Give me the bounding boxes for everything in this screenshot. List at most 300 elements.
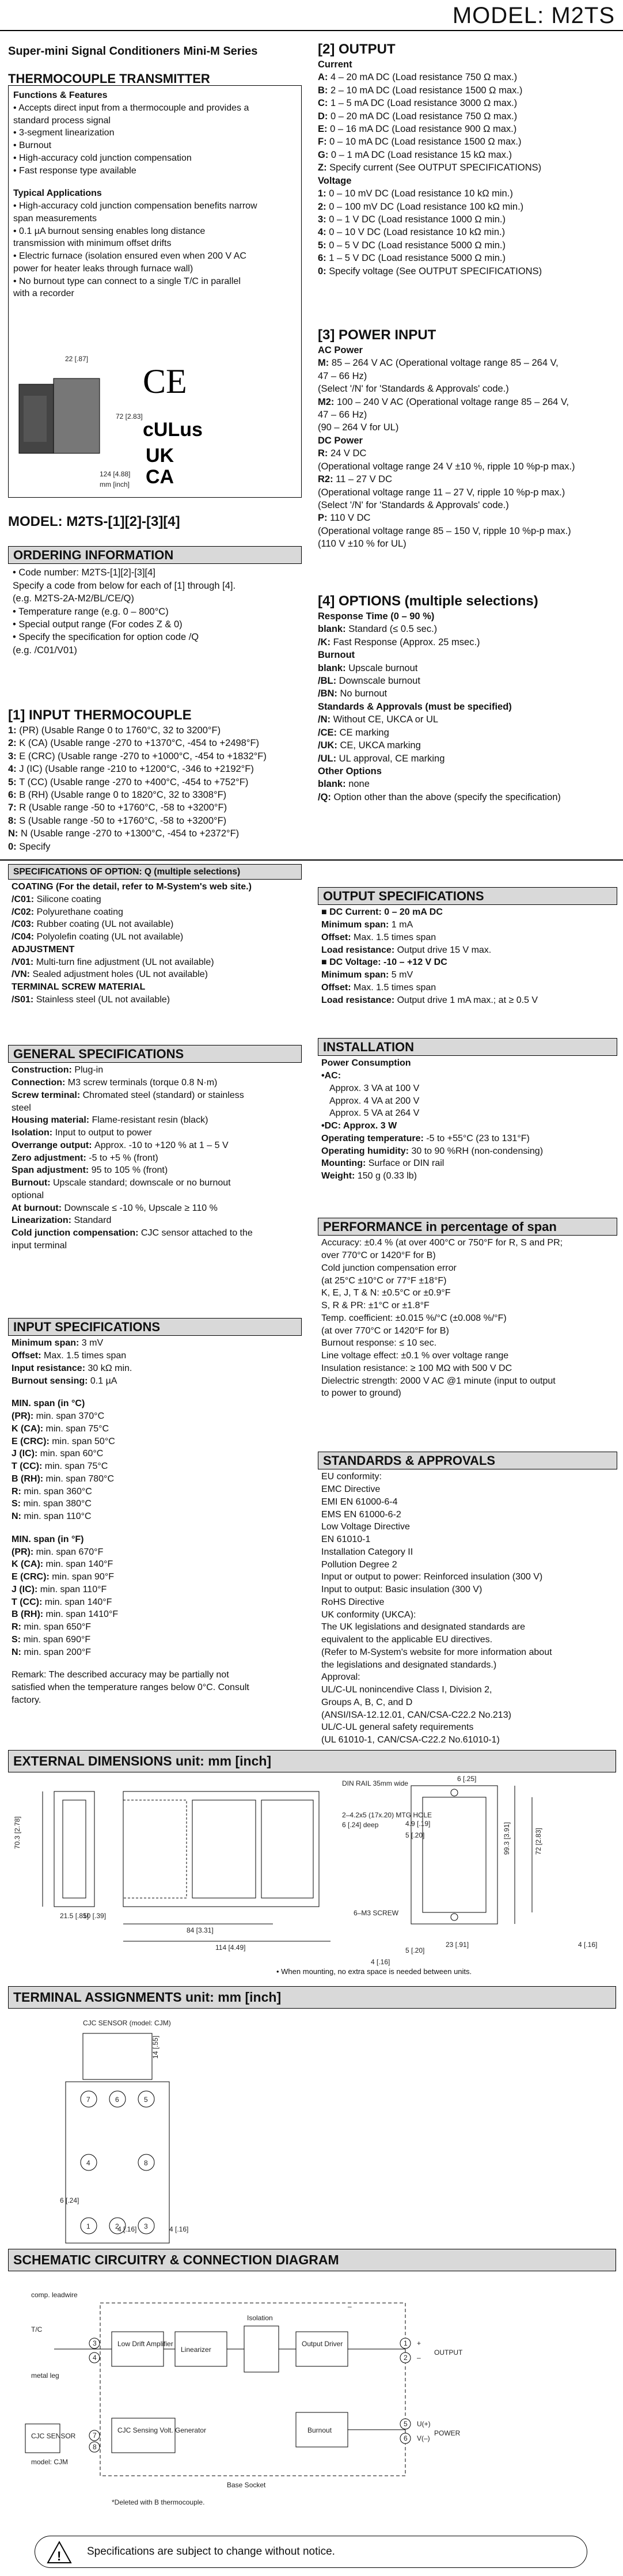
input-tc-item: 0: Specify: [8, 841, 51, 852]
ac-consumption-item: Approx. 5 VA at 264 V: [329, 1108, 420, 1119]
terminal-8: [138, 2154, 154, 2170]
terminal-4: [81, 2154, 97, 2170]
input-tc-item: 3: E (CRC) (Usable range -270 to +1000°C, -454 to +1832°F): [8, 751, 267, 762]
input-tc-item: N: N (Usable range -270 to +1300°C, -454 to +2372°F): [8, 828, 240, 839]
input-spec-item: Burnout sensing: 0.1 µA: [12, 1376, 117, 1386]
term-list: [12, 994, 298, 1006]
standards-line: Installation Category II: [321, 1547, 413, 1557]
feature-item: • 3-segment linearization: [13, 128, 115, 138]
svg-text:3: 3: [144, 2222, 148, 2230]
response-list: [318, 623, 617, 649]
dimension-label: 70.3 [2.78]: [13, 1816, 21, 1849]
voltage-title: Voltage: [318, 175, 352, 186]
standards-line: UK conformity (UKCA):: [321, 1609, 416, 1620]
std-list: [318, 713, 617, 765]
svg-text:8: 8: [144, 2159, 148, 2167]
input-tc-list: [8, 724, 307, 853]
schematic-label: Isolation: [247, 2314, 273, 2322]
standards-line: RoHS Directive: [321, 1597, 385, 1607]
cjc-label: CJC SENSOR (model: CJM): [83, 2019, 171, 2027]
output-spec-section: [318, 887, 617, 1007]
schematic-section: [8, 2249, 616, 2271]
options-title: [4] OPTIONS (multiple selections): [318, 593, 538, 609]
performance-list: [318, 1236, 617, 1401]
terminal-circles: [81, 2091, 154, 2234]
general-item: steel: [12, 1103, 31, 1113]
standards-line: EU conformity:: [321, 1472, 382, 1482]
dimension-label: 5 [.20]: [405, 1946, 425, 1954]
svg-text:2: 2: [404, 2354, 408, 2362]
dc-item: (Operational voltage range 11 – 27 V, ripple 10 %p-p max.): [318, 487, 565, 498]
product-photo: [13, 350, 301, 494]
general-title: GENERAL SPECIFICATIONS: [8, 1045, 302, 1063]
power-title: [3] POWER INPUT: [318, 327, 436, 343]
ac-item: 47 – 66 Hz): [318, 409, 367, 420]
performance-line: (at 25°C ±10°C or 77°F ±18°F): [321, 1275, 447, 1286]
performance-line: Dielectric strength: 2000 V AC @1 minute (input to output: [321, 1376, 556, 1386]
term-dim-1: 14 [.55]: [151, 2035, 159, 2059]
general-item: input terminal: [12, 1240, 67, 1251]
model-code: MODEL: M2TS-[1][2]-[3][4]: [8, 514, 180, 529]
top-rule: [0, 30, 623, 31]
schematic-sign-dash: –: [348, 2302, 352, 2310]
dimension-label: 6 [.24] deep: [342, 1821, 379, 1829]
uk-mark: UK: [146, 445, 174, 467]
minc-item: T (CC): min. span 75°C: [12, 1461, 108, 1472]
installation-item: Operating humidity: 30 to 90 %RH (non-condensing): [321, 1146, 544, 1156]
ac-consumption-item: Approx. 4 VA at 200 V: [329, 1096, 420, 1106]
dimensions-title: EXTERNAL DIMENSIONS unit: mm [inch]: [8, 1750, 616, 1772]
terminal-1: [81, 2218, 97, 2234]
performance-title: PERFORMANCE in percentage of span: [318, 1218, 617, 1236]
front-view-left: [123, 1800, 187, 1898]
adj-list: [12, 956, 298, 982]
dc-item: R2: 11 – 27 V DC: [318, 474, 393, 485]
remark: [12, 1669, 298, 1706]
voltage-item: 0: Specify voltage (See OUTPUT SPECIFICATIONS): [318, 266, 542, 276]
app-item: power for heater leaks through furnace wall): [13, 263, 193, 274]
schematic-label: Burnout: [307, 2426, 332, 2434]
minc-item: N: min. span 110°C: [12, 1511, 92, 1522]
voltage-item: 1: 0 – 10 mV DC (Load resistance 10 kΩ min.): [318, 188, 513, 199]
spec-opt-section: [8, 864, 302, 1007]
general-item: Isolation: Input to output to power: [12, 1128, 152, 1138]
app-item: transmission with minimum offset drifts: [13, 238, 172, 249]
minf-item: R: min. span 650°F: [12, 1622, 92, 1632]
current-item: E: 0 – 16 mA DC (Load resistance 900 Ω max.): [318, 123, 517, 134]
features-title: Functions & Features: [13, 90, 108, 100]
dimension-label: 5 [.20]: [405, 1831, 425, 1839]
ac-consumption: •AC:: [321, 1071, 341, 1081]
dimension-label: 21.5 [.85]: [60, 1912, 89, 1920]
dimension-label: 4.9 [.19]: [405, 1820, 431, 1828]
general-list: [8, 1063, 302, 1253]
dc-item: P: 110 V DC: [318, 513, 371, 524]
input-tc-item: 1: (PR) (Usable Range 0 to 1760°C, 32 to 3200°F): [8, 725, 221, 736]
output-spec-item: Load resistance: Output drive 1 mA max.; at ≥ 0.5 V: [321, 995, 538, 1005]
dimension-label: 6 [.25]: [457, 1775, 477, 1783]
term-title: TERMINAL SCREW MATERIAL: [12, 982, 146, 992]
response-item: /K: Fast Response (Approx. 25 msec.): [318, 637, 480, 647]
general-item: Connection: M3 screw terminals (torque 0.8 N·m): [12, 1078, 218, 1088]
ordering-line: (e.g. /C01/V01): [13, 645, 77, 656]
coating-list: [12, 893, 298, 944]
svg-text:5: 5: [144, 2096, 148, 2104]
socket-view: [411, 1786, 497, 1924]
term-dim-3: 4 [.16]: [117, 2225, 137, 2233]
performance-line: over 770°C or 1420°F for B): [321, 1251, 436, 1261]
pc-title: Power Consumption: [321, 1058, 411, 1069]
svg-text:4: 4: [86, 2159, 90, 2167]
other-item: /Q: Option other than the above (specify the specification): [318, 791, 561, 802]
schematic-sign-minus: –: [417, 2354, 421, 2362]
ca-mark: CA: [146, 466, 174, 488]
dim-height: 72 [2.83]: [116, 412, 143, 421]
voltage-item: 2: 0 – 100 mV DC (Load resistance 100 kΩ min.): [318, 201, 524, 212]
input-tc-item: 7: R (Usable range -50 to +1760°C, -58 to +3200°F): [8, 802, 227, 813]
dc-consumption: •DC: Approx. 3 W: [321, 1121, 397, 1131]
current-item: A: 4 – 20 mA DC (Load resistance 750 Ω max.): [318, 72, 518, 83]
installation-item: Mounting: Surface or DIN rail: [321, 1158, 445, 1169]
ac-title: AC Power: [318, 344, 363, 355]
model-title: MODEL: M2TS: [452, 3, 615, 28]
footer-text: Specifications are subject to change without notice.: [87, 2545, 335, 2558]
standards-line: The UK legislations and designated standards are: [321, 1622, 525, 1632]
standards-line: Low Voltage Directive: [321, 1522, 410, 1532]
schematic-label: metal leg: [31, 2372, 59, 2380]
dim-unit: mm [inch]: [100, 480, 130, 488]
app-item: with a recorder: [13, 289, 74, 299]
input-tc-item: 2: K (CA) (Usable range -270 to +1370°C, -454 to +2498°F): [8, 738, 260, 749]
dc-item: (110 V ±10 % for UL): [318, 539, 407, 550]
dimension-label: 4 [.16]: [371, 1958, 390, 1966]
burnout-list: [318, 662, 617, 700]
standards-line: (ANSI/ISA-12.12.01, CAN/CSA-C22.2 No.213): [321, 1710, 511, 1720]
schematic-label: Low Drift Amplifier: [117, 2340, 173, 2348]
minc-item: B (RH): min. span 780°C: [12, 1473, 115, 1484]
dc-list: [318, 447, 617, 551]
svg-text:7: 7: [93, 2431, 97, 2439]
dc-voltage-line: ■ DC Voltage: -10 – +12 V DC: [321, 957, 447, 968]
output-section: [318, 41, 617, 278]
general-item: Housing material: Flame-resistant resin (black): [12, 1115, 208, 1126]
schematic-label: Linearizer: [181, 2346, 211, 2354]
standards-line: EMC Directive: [321, 1484, 381, 1495]
other-item: blank: none: [318, 779, 370, 790]
feature-item: • Burnout: [13, 141, 52, 150]
installation-list: [321, 1132, 614, 1183]
spec-opt-title: SPECIFICATIONS OF OPTION: Q (multiple selections): [8, 864, 302, 880]
voltage-list: [318, 187, 617, 278]
front-view-mid: [192, 1800, 256, 1898]
schematic-label: CJC Sensing Volt. Generator: [117, 2426, 207, 2434]
apps-list: [13, 200, 297, 300]
apps-title: Typical Applications: [13, 188, 102, 199]
terminals-drawing: [8, 2013, 616, 2255]
svg-text:1: 1: [404, 2339, 408, 2347]
svg-text:6: 6: [404, 2434, 408, 2442]
ordering-line: Specify a code from below for each of [1] through [4].: [13, 580, 236, 591]
schematic-terminal-7: [89, 2430, 100, 2441]
other-title: Other Options: [318, 766, 382, 777]
feature-item: standard process signal: [13, 115, 111, 126]
general-section: [8, 1045, 302, 1253]
minf-list: [12, 1546, 298, 1659]
socket-inner: [423, 1797, 486, 1912]
minf-item: E (CRC): min. span 90°F: [12, 1572, 114, 1582]
schematic-terminal-8: [89, 2442, 100, 2452]
dimension-labels: [13, 1775, 597, 1966]
minf-item: S: min. span 690°F: [12, 1634, 91, 1645]
term-dim-2: 6 [.24]: [60, 2196, 79, 2204]
svg-text:2: 2: [115, 2222, 119, 2230]
ordering-list: [8, 564, 302, 659]
dimension-label: DIN RAIL 35mm wide: [342, 1779, 408, 1787]
voltage-item: 5: 0 – 5 V DC (Load resistance 5000 Ω min.): [318, 240, 506, 251]
voltage-item: 3: 0 – 1 V DC (Load resistance 1000 Ω min.): [318, 214, 506, 225]
side-view-inner: [63, 1800, 86, 1898]
dimension-label: 4 [.16]: [578, 1941, 598, 1949]
output-spec-item: Minimum span: 1 mA: [321, 920, 413, 930]
minf-item: T (CC): min. span 140°F: [12, 1597, 112, 1607]
adj-item: /V01: Multi-turn fine adjustment (UL not available): [12, 957, 214, 967]
minf-item: J (IC): min. span 110°F: [12, 1584, 107, 1594]
side-view: [54, 1791, 94, 1907]
output-spec-list-1: [321, 919, 614, 956]
app-item: • High-accuracy cold junction compensation benefits narrow: [13, 201, 257, 211]
general-item: Cold junction compensation: CJC sensor attached to the: [12, 1228, 253, 1238]
standards-line: (UL 61010-1, CAN/CSA-C22.2 No.61010-1): [321, 1735, 500, 1745]
dimension-label: 99.3 [3.91]: [503, 1822, 511, 1855]
input-tc-title: [1] INPUT THERMOCOUPLE: [8, 707, 192, 723]
module-label: [24, 396, 47, 442]
performance-line: Insulation resistance: ≥ 100 MΩ with 500 V DC: [321, 1363, 512, 1373]
general-item: optional: [12, 1190, 44, 1200]
cjc-block: [112, 2418, 175, 2453]
input-spec-item: Offset: Max. 1.5 times span: [12, 1351, 127, 1361]
footer-notice: [35, 2536, 587, 2568]
current-item: D: 0 – 20 mA DC (Load resistance 750 Ω max.): [318, 111, 518, 122]
terminal-5: [138, 2091, 154, 2107]
schematic-label: Base Socket: [227, 2481, 266, 2489]
output-spec-item: Minimum span: 5 mV: [321, 970, 413, 980]
standards-line: EMI EN 61000-6-4: [321, 1497, 398, 1507]
burnout-item: /BL: Downscale burnout: [318, 675, 420, 686]
coating-item: /C03: Rubber coating (UL not available): [12, 919, 174, 930]
feature-item: • Accepts direct input from a thermocouple and provides a: [13, 103, 249, 113]
terminals-section: [8, 1986, 616, 2009]
standards-line: UL/C-UL nonincendive Class I, Division 2,: [321, 1685, 492, 1695]
app-item: • No burnout type can connect to a single T/C in parallel: [13, 276, 241, 286]
minf-item: (PR): min. span 670°F: [12, 1547, 104, 1557]
mid-rule: [0, 859, 623, 861]
feature-item: • High-accuracy cold junction compensation: [13, 153, 192, 163]
standards-line: Pollution Degree 2: [321, 1559, 397, 1570]
burnout-item: /BN: No burnout: [318, 688, 388, 699]
dc-item: R: 24 V DC: [318, 448, 367, 459]
series-title: Super-mini Signal Conditioners Mini-M Series: [8, 45, 258, 58]
other-list: [318, 778, 617, 804]
svg-text:8: 8: [93, 2443, 97, 2451]
dim-depth: 124 [4.88]: [100, 470, 131, 478]
general-item: Linearization: Standard: [12, 1215, 112, 1226]
terminal-6: [109, 2091, 126, 2107]
features-box: [8, 85, 302, 498]
output-spec-list-2: [321, 969, 614, 1006]
ac-item: (Select '/N' for 'Standards & Approvals' code.): [318, 384, 509, 395]
input-spec-section: [8, 1318, 302, 1708]
mtg-hole-bottom: [451, 1914, 458, 1920]
dimension-label: 114 [4.49]: [215, 1944, 246, 1952]
minc-item: (PR): min. span 370°C: [12, 1411, 105, 1422]
minc-item: E (CRC): min. span 50°C: [12, 1436, 115, 1446]
terminal-7: [81, 2091, 97, 2107]
performance-line: (at over 770°C or 1420°F for B): [321, 1325, 449, 1336]
dc-item: (Operational voltage range 24 V ±10 %, ripple 10 %p-p max.): [318, 461, 575, 472]
current-title: Current: [318, 59, 352, 70]
current-list: [318, 71, 617, 175]
standards-list: [318, 1469, 617, 1748]
ordering-line: • Temperature range (e.g. 0 – 800°C): [13, 606, 169, 617]
minf-item: K (CA): min. span 140°F: [12, 1559, 113, 1570]
standards-line: Groups A, B, C, and D: [321, 1697, 413, 1707]
term-item: /S01: Stainless steel (UL not available): [12, 994, 170, 1005]
isolation-block: [244, 2326, 279, 2372]
performance-line: S, R & PR: ±1°C or ±1.8°F: [321, 1301, 430, 1311]
performance-line: Temp. coefficient: ±0.015 %/°C (±0.008 %/°F): [321, 1313, 507, 1323]
schematic-title: SCHEMATIC CIRCUITRY & CONNECTION DIAGRAM: [8, 2249, 616, 2271]
ac-consumption-list: [321, 1082, 614, 1120]
product-title: THERMOCOUPLE TRANSMITTER: [8, 71, 210, 86]
performance-line: Line voltage effect: ±0.1 % over voltage range: [321, 1351, 509, 1361]
ac-list: [318, 357, 617, 434]
standards-line: EN 61010-1: [321, 1535, 371, 1545]
module-face: [54, 378, 100, 453]
minc-title: MIN. span (in °C): [12, 1399, 85, 1409]
std-item: /UL: UL approval, CE marking: [318, 753, 445, 764]
standards-line: Approval:: [321, 1672, 360, 1683]
front-view: [123, 1791, 319, 1907]
dc-item: (Operational voltage range 85 – 150 V, ripple 10 %p-p max.): [318, 525, 571, 536]
dc-current-line: ■ DC Current: 0 – 20 mA DC: [321, 907, 443, 918]
terminal-3: [138, 2218, 154, 2234]
minc-item: J (IC): min. span 60°C: [12, 1449, 104, 1459]
output-spec-item: Load resistance: Output drive 15 V max.: [321, 945, 492, 955]
app-item: • Electric furnace (isolation ensured even when 200 V AC: [13, 251, 246, 261]
schematic-labels: [31, 2291, 463, 2506]
general-item: Screw terminal: Chromated steel (standard) or stainless: [12, 1090, 244, 1100]
input-spec-item: Minimum span: 3 mV: [12, 1338, 104, 1348]
input-tc-item: 8: S (Usable range -50 to +1760°C, -58 to +3200°F): [8, 815, 227, 826]
minc-list: [12, 1410, 298, 1523]
dimension-label: 10 [.39]: [83, 1912, 107, 1920]
dimension-label: 2–4.2x5 (17x.20) MTG HOLE: [342, 1811, 432, 1819]
input-spec-title: INPUT SPECIFICATIONS: [8, 1318, 302, 1336]
base-socket-frame: [100, 2303, 405, 2476]
general-item: Overrange output: Approx. -10 to +120 % at 1 – 5 V: [12, 1140, 229, 1150]
ce-mark: CE: [143, 362, 187, 400]
dimensions-section: [8, 1750, 616, 1772]
dim-width: 22 [.87]: [65, 355, 89, 363]
features-list: [13, 102, 297, 177]
dimensions-drawing: [8, 1774, 616, 1970]
schematic-label: CJC SENSOR: [31, 2432, 76, 2440]
current-item: Z: Specify current (See OUTPUT SPECIFICATIONS): [318, 162, 542, 173]
current-item: B: 2 – 10 mA DC (Load resistance 1500 Ω max.): [318, 85, 523, 96]
performance-line: to power to ground): [321, 1388, 401, 1399]
schematic-sign-plus: +: [417, 2339, 421, 2347]
feature-item: • Fast response type available: [13, 165, 136, 176]
input-tc-item: 6: B (RH) (Usable range 0 to 1820°C, 32 to 3308°F): [8, 789, 227, 800]
svg-text:7: 7: [86, 2096, 90, 2104]
svg-text:4: 4: [93, 2354, 97, 2362]
ordering-line: • Special output range (For codes Z & 0): [13, 619, 183, 630]
voltage-item: 6: 1 – 5 V DC (Load resistance 5000 Ω min.): [318, 253, 506, 264]
dc-title: DC Power: [318, 435, 363, 446]
burnout-item: blank: Upscale burnout: [318, 662, 418, 673]
schematic-label: model: CJM: [31, 2458, 69, 2466]
minc-item: S: min. span 380°C: [12, 1499, 92, 1509]
performance-line: K, E, J, T & N: ±0.5°C or ±0.9°F: [321, 1288, 451, 1298]
input-tc-section: [8, 707, 307, 853]
minc-item: K (CA): min. span 75°C: [12, 1423, 109, 1434]
coating-item: /C01: Silicone coating: [12, 894, 101, 904]
response-item: blank: Standard (≤ 0.5 sec.): [318, 624, 438, 635]
schematic-terminal-1: [400, 2338, 411, 2348]
std-title: Standards & Approvals (must be specified): [318, 701, 512, 712]
schematic-terminal-2: [400, 2353, 411, 2363]
ul-mark: cULus: [143, 419, 203, 441]
ac-consumption-item: Approx. 3 VA at 100 V: [329, 1083, 420, 1093]
current-item: G: 0 – 1 mA DC (Load resistance 15 kΩ max.): [318, 149, 512, 160]
input-spec-item: Input resistance: 30 kΩ min.: [12, 1363, 132, 1373]
schematic-sign-vminus: V(–): [417, 2434, 430, 2442]
svg-text:5: 5: [404, 2420, 408, 2428]
general-item: Burnout: Upscale standard; downscale or no burnout: [12, 1178, 231, 1188]
standards-line: UL/C-UL general safety requirements: [321, 1722, 474, 1733]
performance-section: [318, 1218, 617, 1401]
dimensions-note: • When mounting, no extra space is needed between units.: [276, 1967, 472, 1976]
coating-item: /C02: Polyurethane coating: [12, 907, 123, 917]
ordering-section: [8, 546, 302, 659]
general-item: Zero adjustment: -5 to +5 % (front): [12, 1153, 158, 1163]
driver-block: [296, 2332, 348, 2366]
response-title: Response Time (0 – 90 %): [318, 611, 435, 622]
installation-section: [318, 1038, 617, 1184]
remark-line: factory.: [12, 1695, 41, 1705]
std-item: /UK: CE, UKCA marking: [318, 740, 421, 751]
performance-line: Burnout response: ≤ 10 sec.: [321, 1338, 437, 1348]
amp-block: [112, 2332, 164, 2366]
front-view-right: [261, 1800, 313, 1898]
std-item: /CE: CE marking: [318, 727, 389, 738]
input-spec-list: [12, 1337, 298, 1387]
app-item: • 0.1 µA burnout sensing enables long distance: [13, 226, 206, 236]
current-item: F: 0 – 10 mA DC (Load resistance 1500 Ω max.): [318, 137, 522, 147]
standards-line: (Refer to M-System's website for more information about: [321, 1647, 552, 1657]
terminals-title: TERMINAL ASSIGNMENTS unit: mm [inch]: [8, 1986, 616, 2009]
standards-section: [318, 1452, 617, 1748]
voltage-item: 4: 0 – 10 V DC (Load resistance 10 kΩ min.): [318, 227, 506, 238]
dimension-label: 23 [.91]: [446, 1941, 469, 1949]
schematic-label: OUTPUT: [434, 2348, 463, 2357]
installation-title: INSTALLATION: [318, 1038, 617, 1056]
performance-line: Accuracy: ±0.4 % (at over 400°C or 750°F for R, S and PR;: [321, 1238, 563, 1248]
performance-line: Cold junction compensation error: [321, 1263, 457, 1273]
general-item: Construction: Plug-in: [12, 1065, 104, 1075]
svg-text:6: 6: [115, 2096, 119, 2104]
minf-item: N: min. span 200°F: [12, 1647, 92, 1657]
